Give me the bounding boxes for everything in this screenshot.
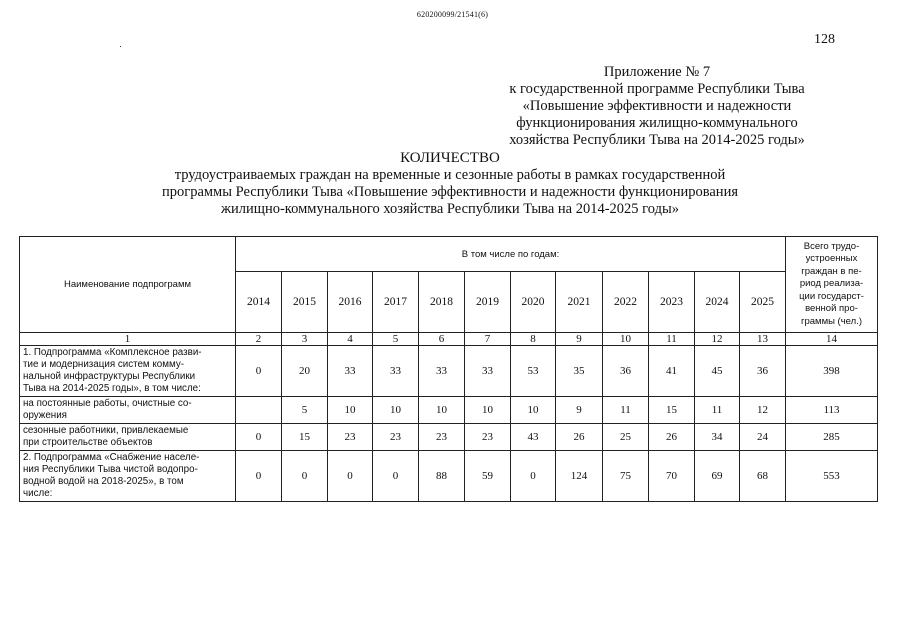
appendix-line: хозяйства Республики Тыва на 2014-2025 годы» (509, 132, 805, 148)
total-header-line: Всего трудо- (803, 240, 860, 252)
row-name (20, 451, 236, 502)
year-value: 35 (556, 346, 603, 397)
year-value: 59 (465, 451, 511, 502)
year-header: 2021 (556, 272, 603, 333)
year-value: 12 (740, 397, 786, 424)
year-value: 0 (236, 424, 282, 451)
year-value: 0 (373, 451, 419, 502)
year-value: 33 (328, 346, 373, 397)
year-value: 45 (695, 346, 740, 397)
column-number-row (20, 333, 878, 346)
row-name-line: нальной инфраструктуры Республики (23, 371, 196, 382)
year-header: 2024 (695, 272, 740, 333)
total-value: 553 (786, 451, 878, 502)
year-value: 11 (695, 397, 740, 424)
column-header-years: В том числе по годам: (236, 237, 786, 272)
row-name-line: тие и модернизация систем комму- (23, 359, 184, 370)
column-header-name: Наименование подпрограмм (20, 237, 236, 333)
year-value: 5 (282, 397, 328, 424)
total-value: 113 (786, 397, 878, 424)
column-number: 10 (603, 333, 649, 346)
total-header-line: граждан в пе- (801, 265, 862, 277)
year-value: 23 (328, 424, 373, 451)
total-header-line: венной про- (805, 303, 858, 315)
subtitle-line: трудоустраиваемых граждан на временные и сезонные работы в рамках государственной (174, 167, 726, 183)
year-value: 11 (603, 397, 649, 424)
row-name (20, 346, 236, 397)
table-row (20, 451, 878, 502)
column-number: 11 (649, 333, 695, 346)
row-name-line: водной водой на 2018-2025», в том (23, 476, 184, 487)
appendix-line: «Повышение эффективности и надежности (522, 98, 792, 114)
row-name-line: на постоянные работы, очистные со- (23, 398, 192, 409)
year-value: 15 (649, 397, 695, 424)
row-name (20, 397, 236, 424)
year-value: 0 (282, 451, 328, 502)
year-value: 88 (419, 451, 465, 502)
column-header-total (786, 237, 878, 333)
year-value: 75 (603, 451, 649, 502)
year-value: 33 (373, 346, 419, 397)
total-header-line: устроенных (805, 253, 858, 265)
year-value: 26 (649, 424, 695, 451)
total-value: 398 (786, 346, 878, 397)
year-value: 20 (282, 346, 328, 397)
document-id: 620200099/21541(6) (416, 10, 489, 19)
subtitle-line: жилищно-коммунального хозяйства Республики Тыва на 2014-2025 годы» (221, 201, 679, 217)
row-name-line: 1. Подпрограмма «Комплексное разви- (23, 347, 202, 358)
column-number: 7 (465, 333, 511, 346)
column-number: 1 (20, 333, 236, 346)
appendix-line: Приложение № 7 (603, 64, 711, 80)
column-number: 14 (786, 333, 878, 346)
table-row (20, 346, 878, 397)
page-number: 128 (814, 32, 835, 47)
year-header: 2015 (282, 272, 328, 333)
year-value: 53 (511, 346, 556, 397)
year-value: 124 (556, 451, 603, 502)
year-value (236, 397, 282, 424)
year-header: 2018 (419, 272, 465, 333)
employment-table (19, 236, 878, 502)
year-value: 10 (373, 397, 419, 424)
total-header-line: граммы (чел.) (801, 315, 862, 327)
year-value: 70 (649, 451, 695, 502)
year-header: 2016 (328, 272, 373, 333)
row-name-line: оружения (23, 410, 67, 421)
year-value: 15 (282, 424, 328, 451)
row-name-line: ния Республики Тыва чистой водопро- (23, 464, 198, 475)
column-number: 3 (282, 333, 328, 346)
year-value: 0 (328, 451, 373, 502)
year-header: 2023 (649, 272, 695, 333)
year-value: 41 (649, 346, 695, 397)
subtitle-line: программы Республики Тыва «Повышение эффективности и надежности функционирования (161, 184, 738, 200)
column-number: 9 (556, 333, 603, 346)
table-row (20, 424, 878, 451)
row-name-line: 2. Подпрограмма «Снабжение населе- (23, 452, 200, 463)
year-value: 23 (373, 424, 419, 451)
year-value: 69 (695, 451, 740, 502)
year-header: 2022 (603, 272, 649, 333)
row-name-line: при строительстве объектов (23, 437, 153, 448)
title-block (120, 150, 780, 218)
row-name-line: сезонные работники, привлекаемые (23, 425, 189, 436)
year-header: 2014 (236, 272, 282, 333)
column-number: 4 (328, 333, 373, 346)
year-value: 25 (603, 424, 649, 451)
total-header-line: ции государст- (799, 290, 864, 302)
table-row (20, 397, 878, 424)
year-value: 0 (511, 451, 556, 502)
column-number: 2 (236, 333, 282, 346)
year-value: 34 (695, 424, 740, 451)
year-value: 68 (740, 451, 786, 502)
year-value: 23 (465, 424, 511, 451)
row-name-line: числе: (23, 488, 53, 499)
column-number: 8 (511, 333, 556, 346)
year-value: 36 (603, 346, 649, 397)
year-value: 9 (556, 397, 603, 424)
column-number: 6 (419, 333, 465, 346)
year-value: 10 (419, 397, 465, 424)
column-number: 13 (740, 333, 786, 346)
year-value: 33 (465, 346, 511, 397)
appendix-line: функционирования жилищно-коммунального (516, 115, 798, 131)
year-value: 0 (236, 451, 282, 502)
row-name (20, 424, 236, 451)
year-value: 24 (740, 424, 786, 451)
year-value: 36 (740, 346, 786, 397)
total-header-line: риод реализа- (799, 278, 864, 290)
year-header: 2019 (465, 272, 511, 333)
year-header: 2025 (740, 272, 786, 333)
year-header: 2020 (511, 272, 556, 333)
column-number: 5 (373, 333, 419, 346)
year-value: 43 (511, 424, 556, 451)
year-value: 23 (419, 424, 465, 451)
document-title: КОЛИЧЕСТВО (400, 150, 500, 166)
year-value: 33 (419, 346, 465, 397)
year-value: 10 (328, 397, 373, 424)
year-header: 2017 (373, 272, 419, 333)
year-value: 10 (511, 397, 556, 424)
year-value: 10 (465, 397, 511, 424)
column-number: 12 (695, 333, 740, 346)
row-name-line: Тыва на 2014-2025 годы», в том числе: (23, 383, 201, 394)
appendix-line: к государственной программе Республики Тыва (509, 81, 805, 97)
year-value: 0 (236, 346, 282, 397)
total-value: 285 (786, 424, 878, 451)
scan-speck (120, 46, 121, 47)
appendix-block (477, 64, 837, 149)
year-value: 26 (556, 424, 603, 451)
